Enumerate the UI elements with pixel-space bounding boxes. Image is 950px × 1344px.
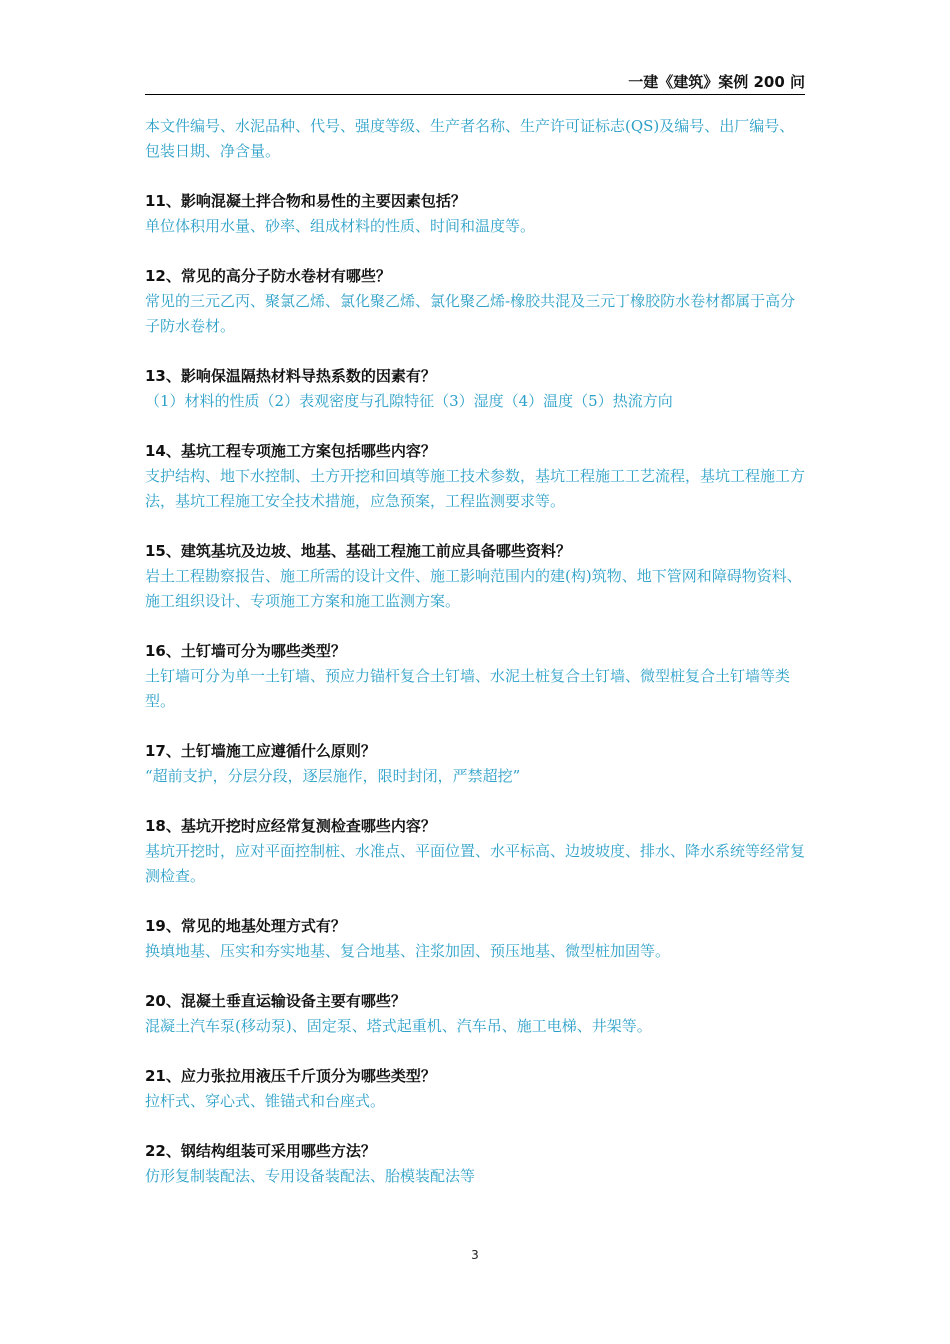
qa-item-16 bbox=[145, 639, 809, 714]
qa-item-15 bbox=[145, 539, 809, 614]
qa-item-17 bbox=[145, 739, 809, 789]
question-11: 11、影响混凝土拌合物和易性的主要因素包括？ bbox=[145, 192, 466, 210]
header-title: 一建《建筑》案例 200 问 bbox=[628, 73, 805, 91]
question-19: 19、常见的地基处理方式有？ bbox=[145, 917, 346, 935]
document-body bbox=[145, 114, 809, 1189]
question-15: 15、建筑基坑及边坡、地基、基础工程施工前应具备哪些资料？ bbox=[145, 542, 571, 560]
question-16: 16、土钉墙可分为哪些类型？ bbox=[145, 642, 346, 660]
answer-20: 混凝土汽车泵(移动泵)、固定泵、塔式起重机、汽车吊、施工电梯、井架等。 bbox=[145, 1017, 652, 1035]
answer-13: （1）材料的性质（2）表观密度与孔隙特征（3）湿度（4）温度（5）热流方向 bbox=[145, 392, 673, 410]
question-18: 18、基坑开挖时应经常复测检查哪些内容？ bbox=[145, 817, 436, 835]
answer-21: 拉杆式、穿心式、锥锚式和台座式。 bbox=[145, 1092, 386, 1110]
question-13: 13、影响保温隔热材料导热系数的因素有？ bbox=[145, 367, 436, 385]
answer-18: 基坑开挖时，应对平面控制桩、水准点、平面位置、水平标高、边坡坡度、排水、降水系统等经常复测检查。 bbox=[145, 842, 806, 885]
question-14: 14、基坑工程专项施工方案包括哪些内容？ bbox=[145, 442, 436, 460]
question-20: 20、混凝土垂直运输设备主要有哪些？ bbox=[145, 992, 406, 1010]
answer-17: “超前支护，分层分段，逐层施作，限时封闭，严禁超挖” bbox=[145, 767, 521, 785]
page-header bbox=[145, 72, 805, 95]
qa-item-18 bbox=[145, 814, 809, 889]
question-21: 21、应力张拉用液压千斤顶分为哪些类型？ bbox=[145, 1067, 436, 1085]
intro-answer: 本文件编号、水泥品种、代号、强度等级、生产者名称、生产许可证标志(QS)及编号、出厂编号、包装日期、净含量。 bbox=[145, 117, 795, 160]
answer-15: 岩土工程勘察报告、施工所需的设计文件、施工影响范围内的建(构)筑物、地下管网和障碍物资料、施工组织设计、专项施工方案和施工监测方案。 bbox=[145, 567, 802, 610]
qa-item-13 bbox=[145, 364, 809, 414]
answer-16: 土钉墙可分为单一土钉墙、预应力锚杆复合土钉墙、水泥土桩复合土钉墙、微型桩复合土钉墙等类型。 bbox=[145, 667, 791, 710]
question-17: 17、土钉墙施工应遵循什么原则？ bbox=[145, 742, 376, 760]
qa-item-11 bbox=[145, 189, 809, 239]
answer-12: 常见的三元乙丙、聚氯乙烯、氯化聚乙烯、氯化聚乙烯-橡胶共混及三元丁橡胶防水卷材都属于高分子防水卷材。 bbox=[145, 292, 796, 335]
question-12: 12、常见的高分子防水卷材有哪些？ bbox=[145, 267, 391, 285]
answer-22: 仿形复制装配法、专用设备装配法、胎模装配法等 bbox=[145, 1167, 476, 1185]
answer-11: 单位体积用水量、砂率、组成材料的性质、时间和温度等。 bbox=[145, 217, 536, 235]
qa-item-14 bbox=[145, 439, 809, 514]
page-number: 3 bbox=[471, 1248, 479, 1262]
answer-19: 换填地基、压实和夯实地基、复合地基、注浆加固、预压地基、微型桩加固等。 bbox=[145, 942, 671, 960]
qa-item-12 bbox=[145, 264, 809, 339]
qa-item-22 bbox=[145, 1139, 809, 1189]
qa-item-19 bbox=[145, 914, 809, 964]
qa-item-20 bbox=[145, 989, 809, 1039]
answer-14: 支护结构、地下水控制、土方开挖和回填等施工技术参数，基坑工程施工工艺流程，基坑工程施工方法，基坑工程施工安全技术措施，应急预案，工程监测要求等。 bbox=[145, 467, 806, 510]
question-22: 22、钢结构组装可采用哪些方法？ bbox=[145, 1142, 376, 1160]
qa-item-21 bbox=[145, 1064, 809, 1114]
